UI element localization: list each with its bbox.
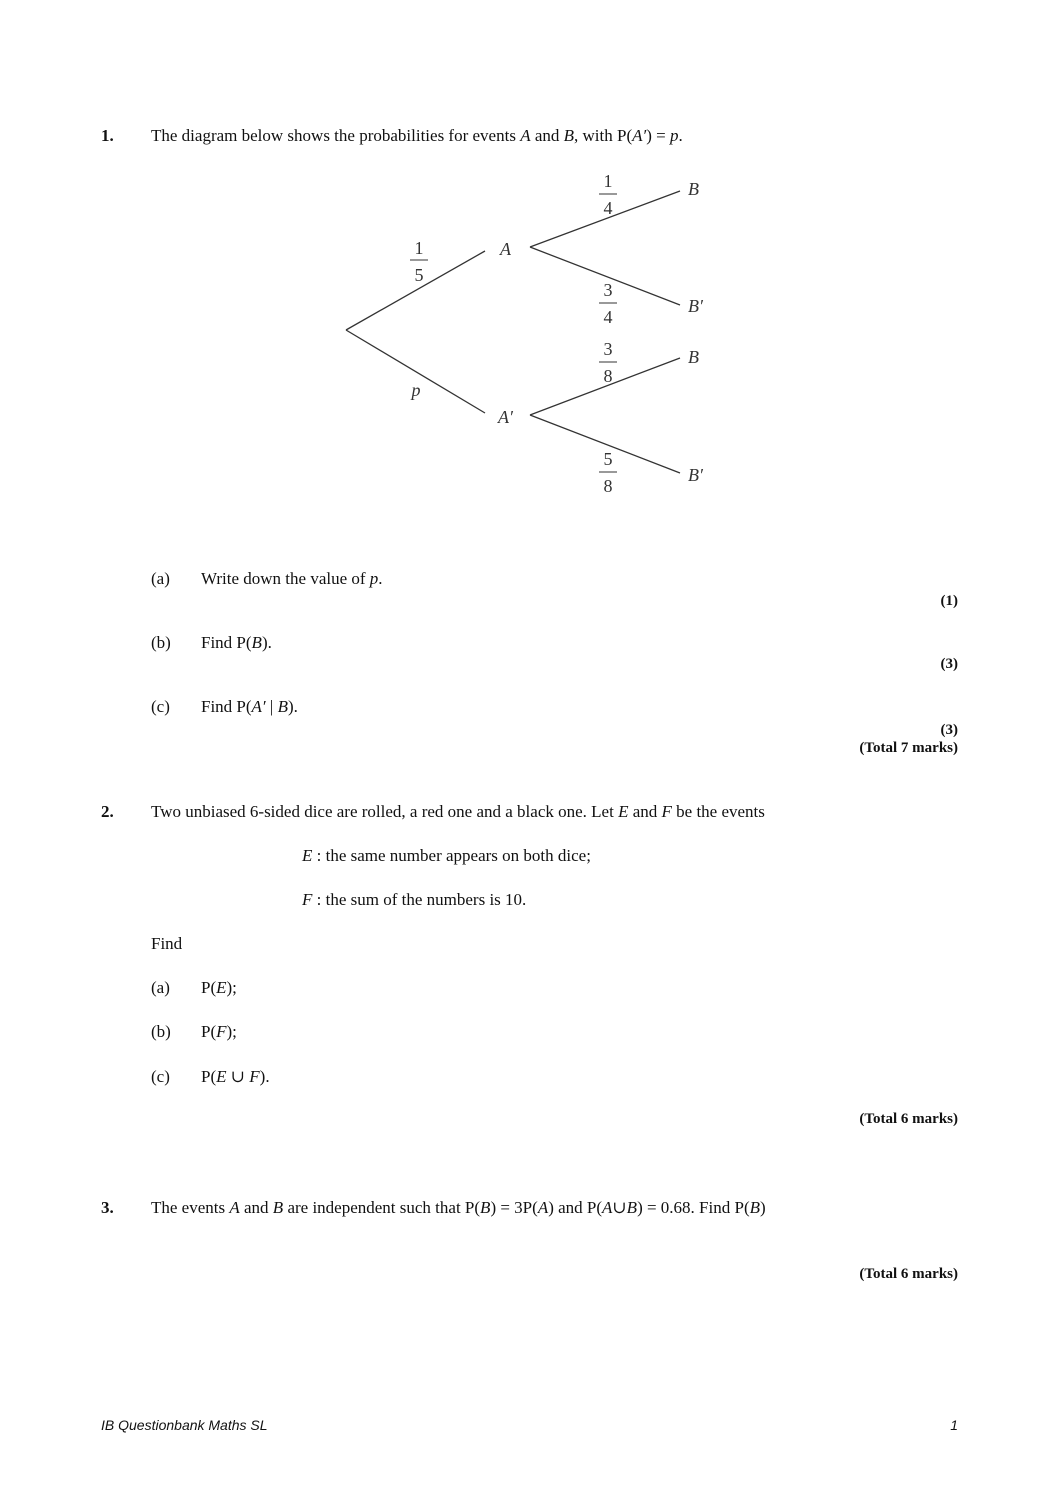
footer-page-number: 1 [950, 1417, 958, 1433]
frac-1-5-denominator: 5 [414, 265, 424, 285]
q1-part-b-label: (b) [151, 633, 171, 652]
frac-3-4-denominator: 4 [603, 307, 613, 327]
node-A: A [500, 239, 511, 259]
probability-tree-diagram [0, 0, 1058, 520]
q1-part-a-marks: (1) [940, 593, 958, 609]
frac-3-8-numerator: 3 [603, 339, 613, 359]
q1-part-b-marks: (3) [940, 656, 958, 672]
q2-number: 2. [101, 802, 114, 821]
q1-part-c-text: Find P(A′ | B). [201, 697, 298, 716]
leaf-B-prime-upper: B′ [688, 296, 703, 316]
q1-intro: The diagram below shows the probabilities for events A and B, with P(A′) = p. [151, 126, 683, 145]
node-A-prime: A′ [498, 407, 513, 427]
frac-5-8-numerator: 5 [603, 449, 613, 469]
footer-source: IB Questionbank Maths SL [101, 1417, 268, 1433]
q2-part-b-label: (b) [151, 1022, 171, 1041]
branch-label-p: p [411, 380, 421, 400]
branch-root-to-A [346, 251, 485, 330]
q3-number: 3. [101, 1198, 114, 1217]
q2-part-b-text: P(F); [201, 1022, 237, 1041]
frac-3-8-denominator: 8 [603, 366, 613, 386]
q2-part-a-label: (a) [151, 978, 170, 997]
q1-part-a-text: Write down the value of p. [201, 569, 383, 588]
frac-1-4-denominator: 4 [603, 198, 613, 218]
q1-part-a-label: (a) [151, 569, 170, 588]
leaf-B-lower: B [688, 347, 699, 367]
q1-number: 1. [101, 126, 114, 145]
branch-root-to-Aprime [346, 330, 485, 413]
q1-total-marks: (Total 7 marks) [859, 740, 958, 756]
q2-part-a-text: P(E); [201, 978, 237, 997]
frac-1-4-numerator: 1 [603, 171, 613, 191]
q2-intro: Two unbiased 6-sided dice are rolled, a red one and a black one. Let E and F be the events [151, 802, 765, 821]
q1-part-c-label: (c) [151, 697, 170, 716]
q2-total-marks: (Total 6 marks) [859, 1111, 958, 1127]
frac-5-8-denominator: 8 [603, 476, 613, 496]
leaf-B-upper: B [688, 179, 699, 199]
q1-part-c-marks: (3) [940, 722, 958, 738]
q2-part-c-label: (c) [151, 1067, 170, 1086]
q2-event-E: E : the same number appears on both dice; [302, 846, 591, 865]
q2-find: Find [151, 934, 183, 953]
frac-3-4-numerator: 3 [603, 280, 613, 300]
q2-event-F: F : the sum of the numbers is 10. [302, 890, 527, 909]
frac-1-5-numerator: 1 [414, 238, 424, 258]
q3-text: The events A and B are independent such that P(B) = 3P(A) and P(A∪B) = 0.68. Find P(B) [151, 1198, 766, 1217]
q1-part-b-text: Find P(B). [201, 633, 272, 652]
leaf-B-prime-lower: B′ [688, 465, 703, 485]
q2-part-c-text: P(E ∪ F). [201, 1067, 270, 1086]
q3-total-marks: (Total 6 marks) [859, 1266, 958, 1282]
